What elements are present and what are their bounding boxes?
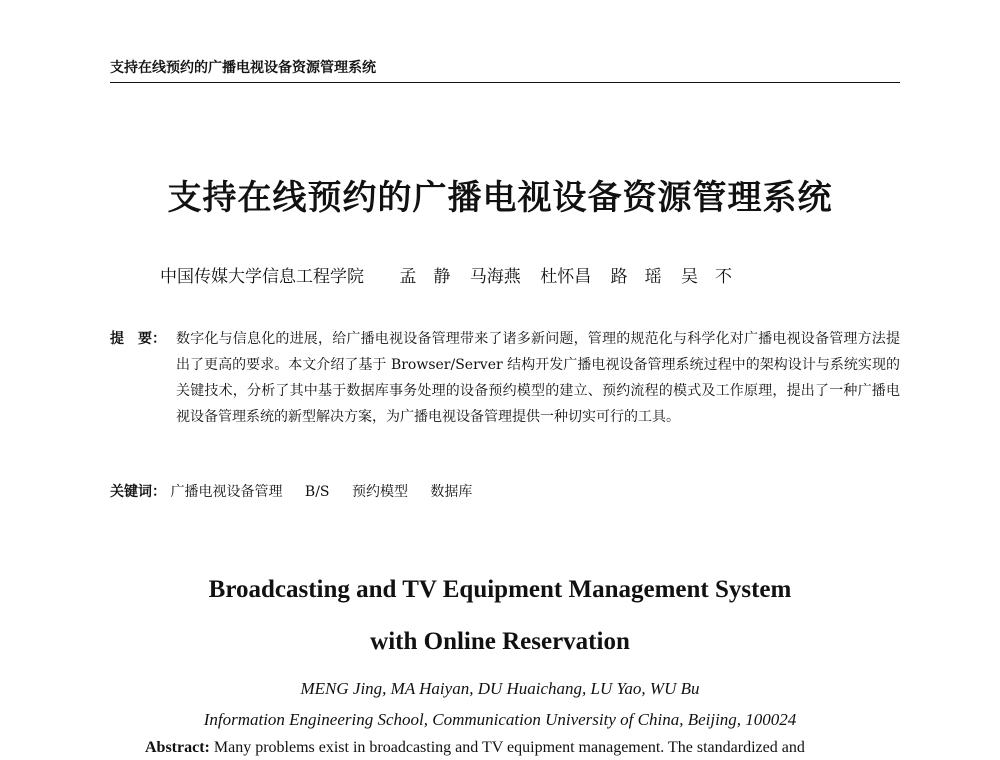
keyword: 预约模型 — [351, 484, 408, 500]
paper-title-en-line1: Broadcasting and TV Equipment Management System — [208, 576, 792, 603]
abstract-text-en: Many problems exist in broadcasting and TV equipment management. The standardized and — [213, 739, 805, 756]
author-cn: 杜怀昌 — [540, 267, 592, 287]
abstract-label-en: Abstract: — [145, 739, 210, 756]
keyword: B/S — [304, 484, 330, 500]
keyword: 数据库 — [430, 484, 473, 500]
affiliation-cn: 中国传媒大学信息工程学院 — [160, 267, 364, 287]
author-cn: 路 瑶 — [610, 267, 662, 287]
author-cn: 马海燕 — [469, 267, 521, 287]
author-line-cn — [160, 262, 840, 287]
abstract-cn — [110, 326, 900, 430]
abstract-label-cn: 提 要： — [110, 331, 166, 347]
paper-title-en-line2: with Online Reservation — [370, 628, 630, 655]
affiliation-en: Information Engineering School, Communication University of China, Beijing, 100024 — [203, 710, 797, 729]
keywords-cn — [110, 481, 900, 501]
author-cn: 孟 静 — [399, 267, 451, 287]
abstract-text-cn: 数字化与信息化的进展，给广播电视设备管理带来了诸多新问题，管理的规范化与科学化对广播电视设备管理方法提出了更高的要求。本文介绍了基于 Browser/Server 结构开发广播电视设备管理系统过程中的架构设计与系统实现的关键技术，分析了其中基于数据库事务处理的设备预约模型的建立、预约流程的模式及工作原理，提出了一种广播电视设备管理系统的新型解决方案，为广播电视设备管理提供一种切实可行的工具。 — [176, 331, 900, 425]
paper-title-cn: 支持在线预约的广播电视设备资源管理系统 — [167, 178, 833, 218]
abstract-en — [145, 739, 905, 757]
author-cn: 吴 不 — [681, 267, 733, 287]
keyword: 广播电视设备管理 — [170, 484, 283, 500]
author-line-en: MENG Jing, MA Haiyan, DU Huaichang, LU Yao, WU Bu — [300, 679, 700, 698]
running-head: 支持在线预约的广播电视设备资源管理系统 — [110, 57, 900, 83]
keywords-label-cn: 关键词： — [110, 484, 166, 500]
